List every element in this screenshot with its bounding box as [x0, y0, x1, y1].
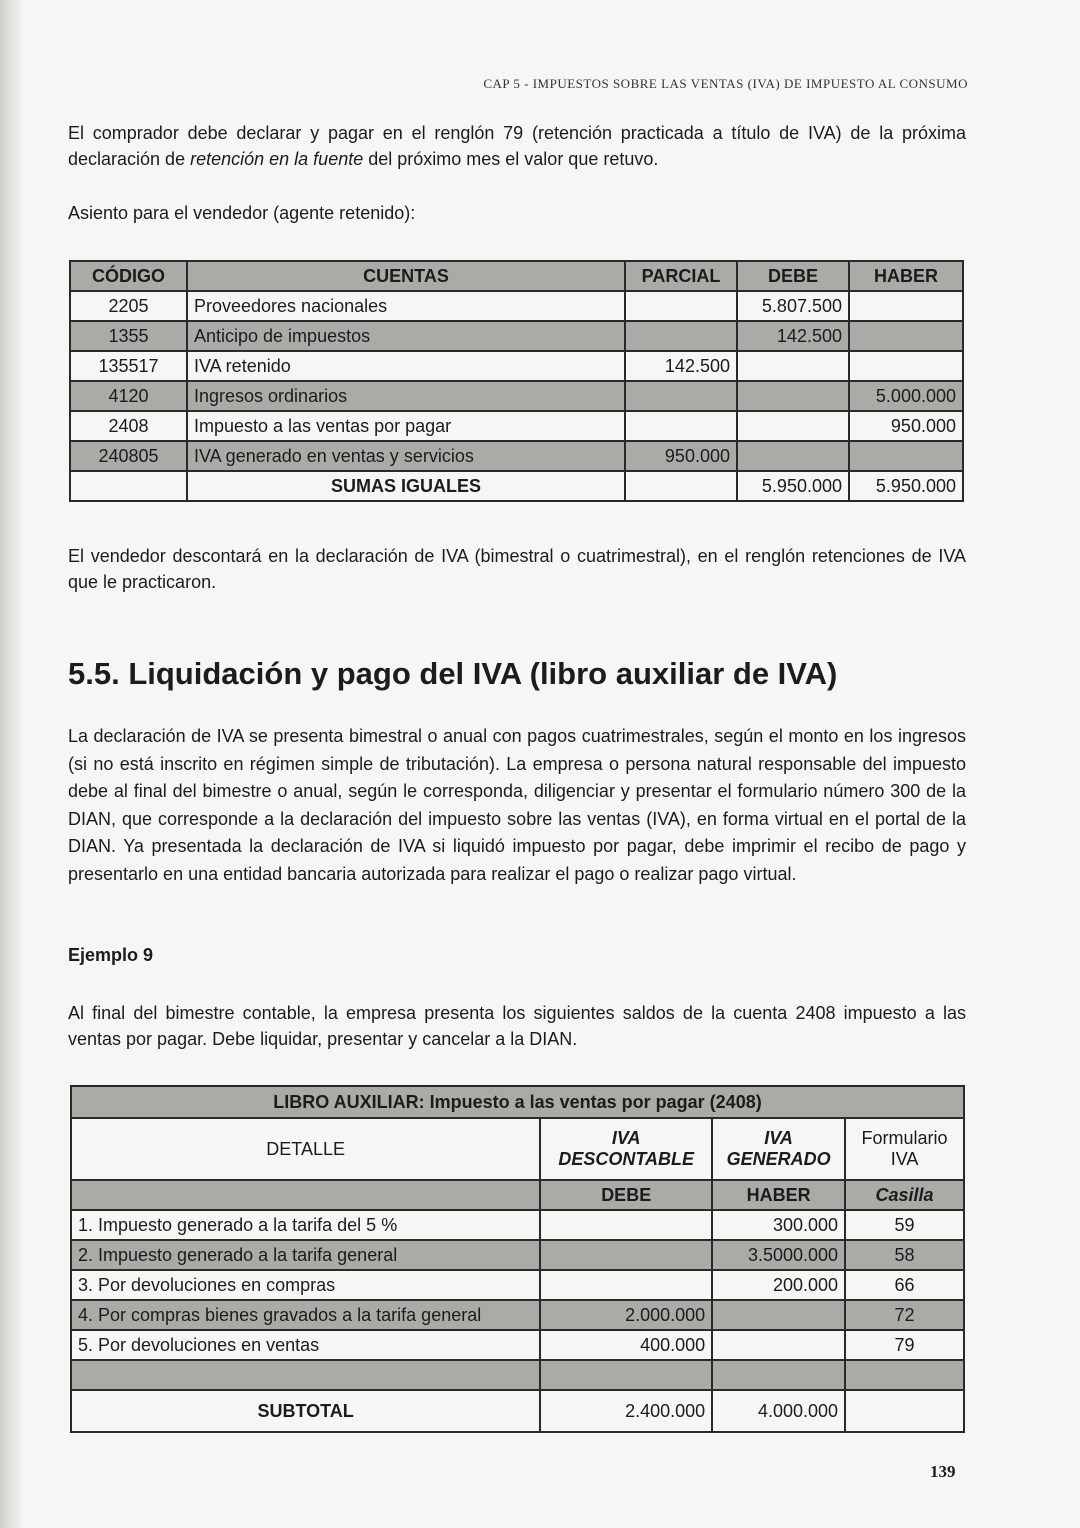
table-cell: 66: [845, 1270, 964, 1300]
table-row: [71, 1210, 964, 1240]
header-cell: DETALLE: [71, 1118, 540, 1180]
blank-row: [71, 1360, 964, 1390]
table-cell: 58: [845, 1240, 964, 1270]
empty-cell: [625, 471, 737, 501]
table-cell: 200.000: [712, 1270, 845, 1300]
table-row: [71, 1330, 964, 1360]
italic-text: retención en la fuente: [190, 149, 364, 169]
table-row: [71, 1300, 964, 1330]
table-cell: [849, 291, 963, 321]
table-cell: [737, 381, 849, 411]
ledger-subheader-row: [71, 1180, 964, 1210]
total-label: SUMAS IGUALES: [187, 471, 625, 501]
header-cell: CÓDIGO: [70, 261, 187, 291]
table-cell: 3.5000.000: [712, 1240, 845, 1270]
table-cell: IVA generado en ventas y servicios: [187, 441, 625, 471]
subheader-cell: DEBE: [540, 1180, 712, 1210]
total-debe: 5.950.000: [737, 471, 849, 501]
header-cell: Formulario IVA: [845, 1118, 964, 1180]
paragraph-comprador: [68, 120, 966, 172]
paragraph-declaracion: La declaración de IVA se presenta bimestral o anual con pagos cuatrimestrales, según el monto en los ingresos (si no está inscrito en régimen simple de tributación). La empresa o persona natural responsable del impuesto debe al final del bimestre o anual, según le corresponda, diligenciar y presentar el formulario número 300 de la DIAN, que corresponde a la declaración del impuesto sobre las ventas (IVA), en forma virtual en el portal de la DIAN. Ya presentada la declaración de IVA si liquidó impuesto por pagar, debe imprimir el recibo de pago y presentarlo en una entidad bancaria autorizada para realizar el pago o realizar pago virtual.: [68, 726, 966, 884]
paragraph-asiento: Asiento para el vendedor (agente retenido):: [68, 203, 416, 223]
table-cell: 2205: [70, 291, 187, 321]
empty-cell: [70, 471, 187, 501]
table-cell: 4. Por compras bienes gravados a la tarifa general: [71, 1300, 540, 1330]
table-cell: 5.807.500: [737, 291, 849, 321]
header-cell: DEBE: [737, 261, 849, 291]
table-row: [70, 291, 963, 321]
page-number: 139: [930, 1462, 956, 1481]
table-row: [70, 441, 963, 471]
table-cell: Proveedores nacionales: [187, 291, 625, 321]
running-header: CAP 5 - IMPUESTOS SOBRE LAS VENTAS (IVA) DE IMPUESTO AL CONSUMO: [483, 76, 968, 91]
table-cell: 240805: [70, 441, 187, 471]
table-cell: 300.000: [712, 1210, 845, 1240]
empty-cell: [845, 1390, 964, 1432]
auxiliary-ledger-table: [70, 1085, 965, 1433]
table-cell: 72: [845, 1300, 964, 1330]
table-cell: [625, 381, 737, 411]
paragraph-example: Al final del bimestre contable, la empresa presenta los siguientes saldos de la cuenta 2408 impuesto a las ventas por pagar. Debe liquidar, presentar y cancelar a la DIAN.: [68, 1003, 966, 1049]
subheader-cell: Casilla: [845, 1180, 964, 1210]
table-cell: 2. Impuesto generado a la tarifa general: [71, 1240, 540, 1270]
header-cell: IVA GENERADO: [712, 1118, 845, 1180]
table-cell: [540, 1210, 712, 1240]
table-cell: 400.000: [540, 1330, 712, 1360]
table-row: [71, 1240, 964, 1270]
page-binding-shadow: [0, 0, 22, 1528]
subtotal-haber: 4.000.000: [712, 1390, 845, 1432]
table-cell: 5.000.000: [849, 381, 963, 411]
header-cell: HABER: [849, 261, 963, 291]
header-cell: IVA DESCONTABLE: [540, 1118, 712, 1180]
table-cell: 950.000: [849, 411, 963, 441]
table-cell: IVA retenido: [187, 351, 625, 381]
table-total-row: [70, 471, 963, 501]
subheader-cell: HABER: [712, 1180, 845, 1210]
table-cell: 142.500: [625, 351, 737, 381]
table-cell: 2408: [70, 411, 187, 441]
example-title: Ejemplo 9: [68, 945, 154, 965]
table-row: [70, 351, 963, 381]
table-cell: [625, 411, 737, 441]
table-cell: 3. Por devoluciones en compras: [71, 1270, 540, 1300]
table-cell: [625, 291, 737, 321]
total-haber: 5.950.000: [849, 471, 963, 501]
table-cell: [737, 441, 849, 471]
header-cell: PARCIAL: [625, 261, 737, 291]
table-row: [71, 1270, 964, 1300]
table-cell: [737, 411, 849, 441]
text: El comprador debe declarar y pagar en el renglón 79 (retención practicada a título de IVA) de la próxima declaración de: [68, 123, 966, 169]
table-cell: 1355: [70, 321, 187, 351]
table-cell: 5. Por devoluciones en ventas: [71, 1330, 540, 1360]
subtotal-row: [71, 1390, 964, 1432]
table-cell: [712, 1300, 845, 1330]
table-cell: [540, 1270, 712, 1300]
table-cell: [540, 1240, 712, 1270]
table-cell: [737, 351, 849, 381]
table-cell: [625, 321, 737, 351]
subheader-cell: [71, 1180, 540, 1210]
table-cell: 59: [845, 1210, 964, 1240]
table-cell: [712, 1330, 845, 1360]
table-cell: [849, 441, 963, 471]
ledger-header-row: [71, 1118, 964, 1180]
table-cell: 79: [845, 1330, 964, 1360]
paragraph-vendedor: El vendedor descontará en la declaración de IVA (bimestral o cuatrimestral), en el renglón retenciones de IVA que le practicaron.: [68, 546, 966, 592]
header-cell: CUENTAS: [187, 261, 625, 291]
table-header-row: [70, 261, 963, 291]
section-title: 5.5. Liquidación y pago del IVA (libro auxiliar de IVA): [68, 656, 838, 691]
table-row: [70, 321, 963, 351]
table-cell: 2.000.000: [540, 1300, 712, 1330]
table-row: [70, 411, 963, 441]
table-cell: 950.000: [625, 441, 737, 471]
table-row: [70, 381, 963, 411]
ledger-title-row: [71, 1086, 964, 1118]
journal-entry-table: [69, 260, 964, 502]
table-cell: 142.500: [737, 321, 849, 351]
subtotal-debe: 2.400.000: [540, 1390, 712, 1432]
table-cell: Impuesto a las ventas por pagar: [187, 411, 625, 441]
subtotal-label: SUBTOTAL: [71, 1390, 540, 1432]
ledger-title: LIBRO AUXILIAR: Impuesto a las ventas por pagar (2408): [71, 1086, 964, 1118]
table-cell: 4120: [70, 381, 187, 411]
table-cell: Ingresos ordinarios: [187, 381, 625, 411]
table-cell: [849, 321, 963, 351]
table-cell: 1. Impuesto generado a la tarifa del 5 %: [71, 1210, 540, 1240]
text: del próximo mes el valor que retuvo.: [363, 149, 659, 169]
table-cell: 135517: [70, 351, 187, 381]
table-cell: Anticipo de impuestos: [187, 321, 625, 351]
table-cell: [849, 351, 963, 381]
